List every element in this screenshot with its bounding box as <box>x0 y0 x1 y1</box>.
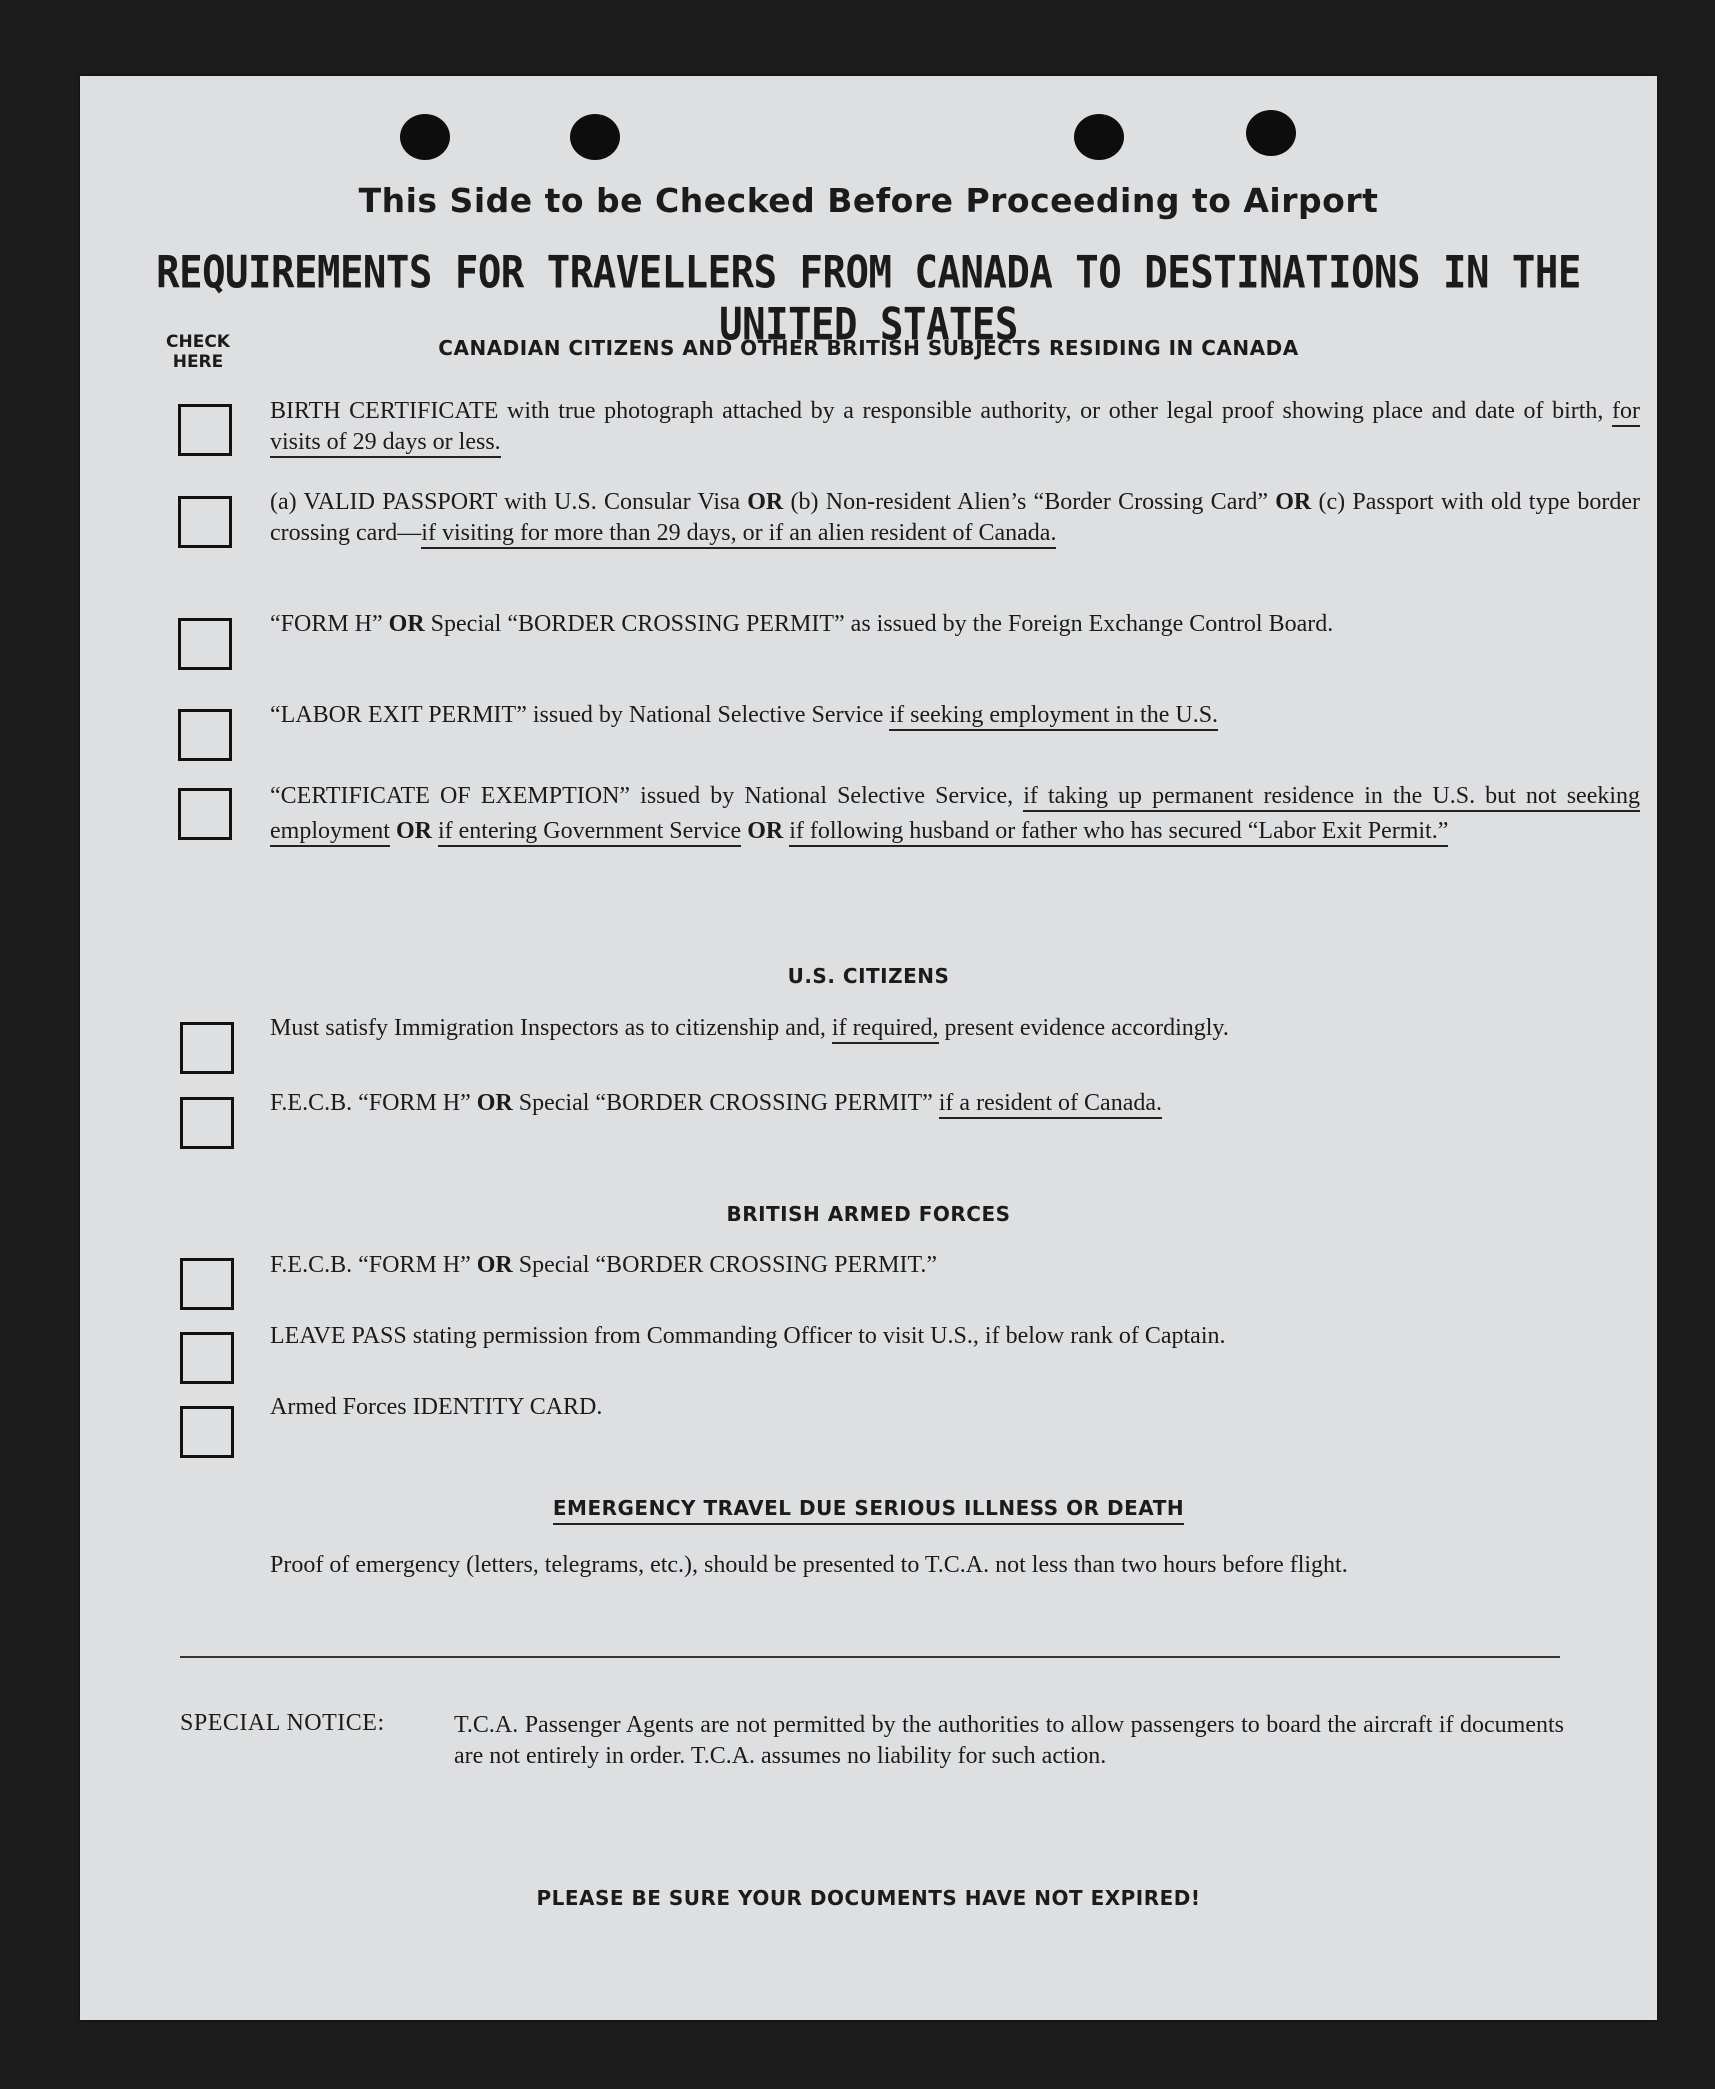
item-certificate-of-exemption: “CERTIFICATE OF EXEMPTION” issued by National Selective Service, if taking up permanent residence in the U.S. but not seeking employment OR if entering Government Service OR if following husband or father who has secured “Labor Exit Permit.” <box>270 779 1640 849</box>
punch-hole <box>570 114 620 160</box>
punch-hole <box>400 114 450 160</box>
checkbox-identity-card[interactable] <box>180 1406 234 1458</box>
checkbox-us-form-h[interactable] <box>180 1097 234 1149</box>
checkbox-certificate-of-exemption[interactable] <box>178 788 232 840</box>
item-valid-passport: (a) VALID PASSPORT with U.S. Consular Visa OR (b) Non-resident Alien’s “Border Crossing Card” OR (c) Passport with old type border crossing card—if visiting for more than 29 days, or if an alien resident of Canada. <box>270 487 1640 549</box>
item-armed-form-h: F.E.C.B. “FORM H” OR Special “BORDER CROSSING PERMIT.” <box>270 1252 937 1278</box>
divider-line <box>180 1656 1560 1658</box>
checkbox-satisfy-inspectors[interactable] <box>180 1022 234 1074</box>
check-here-label: CHECK HERE <box>166 332 230 372</box>
checkbox-armed-form-h[interactable] <box>180 1258 234 1310</box>
special-notice-label: SPECIAL NOTICE: <box>180 1710 385 1736</box>
document-page <box>80 76 1657 2020</box>
item-satisfy-inspectors: Must satisfy Immigration Inspectors as to citizenship and, if required, present evidence accordingly. <box>270 1013 1640 1044</box>
checkbox-valid-passport[interactable] <box>178 496 232 548</box>
item-labor-exit-permit: “LABOR EXIT PERMIT” issued by National Selective Service if seeking employment in the U.S. <box>270 700 1640 731</box>
punch-hole <box>1074 114 1124 160</box>
item-leave-pass: LEAVE PASS stating permission from Commanding Officer to visit U.S., if below rank of Captain. <box>270 1323 1226 1349</box>
section-title-canadian: CANADIAN CITIZENS AND OTHER BRITISH SUBJECTS RESIDING IN CANADA <box>438 336 1299 360</box>
checkbox-leave-pass[interactable] <box>180 1332 234 1384</box>
emergency-text: Proof of emergency (letters, telegrams, etc.), should be presented to T.C.A. not less than two hours before flight. <box>270 1552 1348 1578</box>
checkbox-birth-certificate[interactable] <box>178 404 232 456</box>
section-title-british-armed-forces: BRITISH ARMED FORCES <box>726 1202 1011 1226</box>
checkbox-form-h[interactable] <box>178 618 232 670</box>
top-note: This Side to be Checked Before Proceeding to Airport <box>358 181 1379 220</box>
footer-warning: PLEASE BE SURE YOUR DOCUMENTS HAVE NOT EXPIRED! <box>536 1886 1201 1910</box>
checkbox-labor-exit-permit[interactable] <box>178 709 232 761</box>
item-us-form-h: F.E.C.B. “FORM H” OR Special “BORDER CROSSING PERMIT” if a resident of Canada. <box>270 1088 1640 1119</box>
punch-hole <box>1246 110 1296 156</box>
section-title-emergency: EMERGENCY TRAVEL DUE SERIOUS ILLNESS OR DEATH <box>80 1496 1657 1520</box>
item-identity-card: Armed Forces IDENTITY CARD. <box>270 1394 603 1420</box>
section-title-us-citizens: U.S. CITIZENS <box>787 964 950 988</box>
special-notice-text: T.C.A. Passenger Agents are not permitted by the authorities to allow passengers to board the aircraft if documents are not entirely in order. T.C.A. assumes no liability for such action. <box>454 1712 1564 1769</box>
item-form-h: “FORM H” OR Special “BORDER CROSSING PERMIT” as issued by the Foreign Exchange Control Board. <box>270 611 1334 637</box>
item-birth-certificate: BIRTH CERTIFICATE with true photograph attached by a responsible authority, or other legal proof showing place and date of birth, for visits of 29 days or less. <box>270 396 1640 458</box>
main-title: REQUIREMENTS FOR TRAVELLERS FROM CANADA TO DESTINATIONS IN THE UNITED STATES <box>156 247 1581 351</box>
